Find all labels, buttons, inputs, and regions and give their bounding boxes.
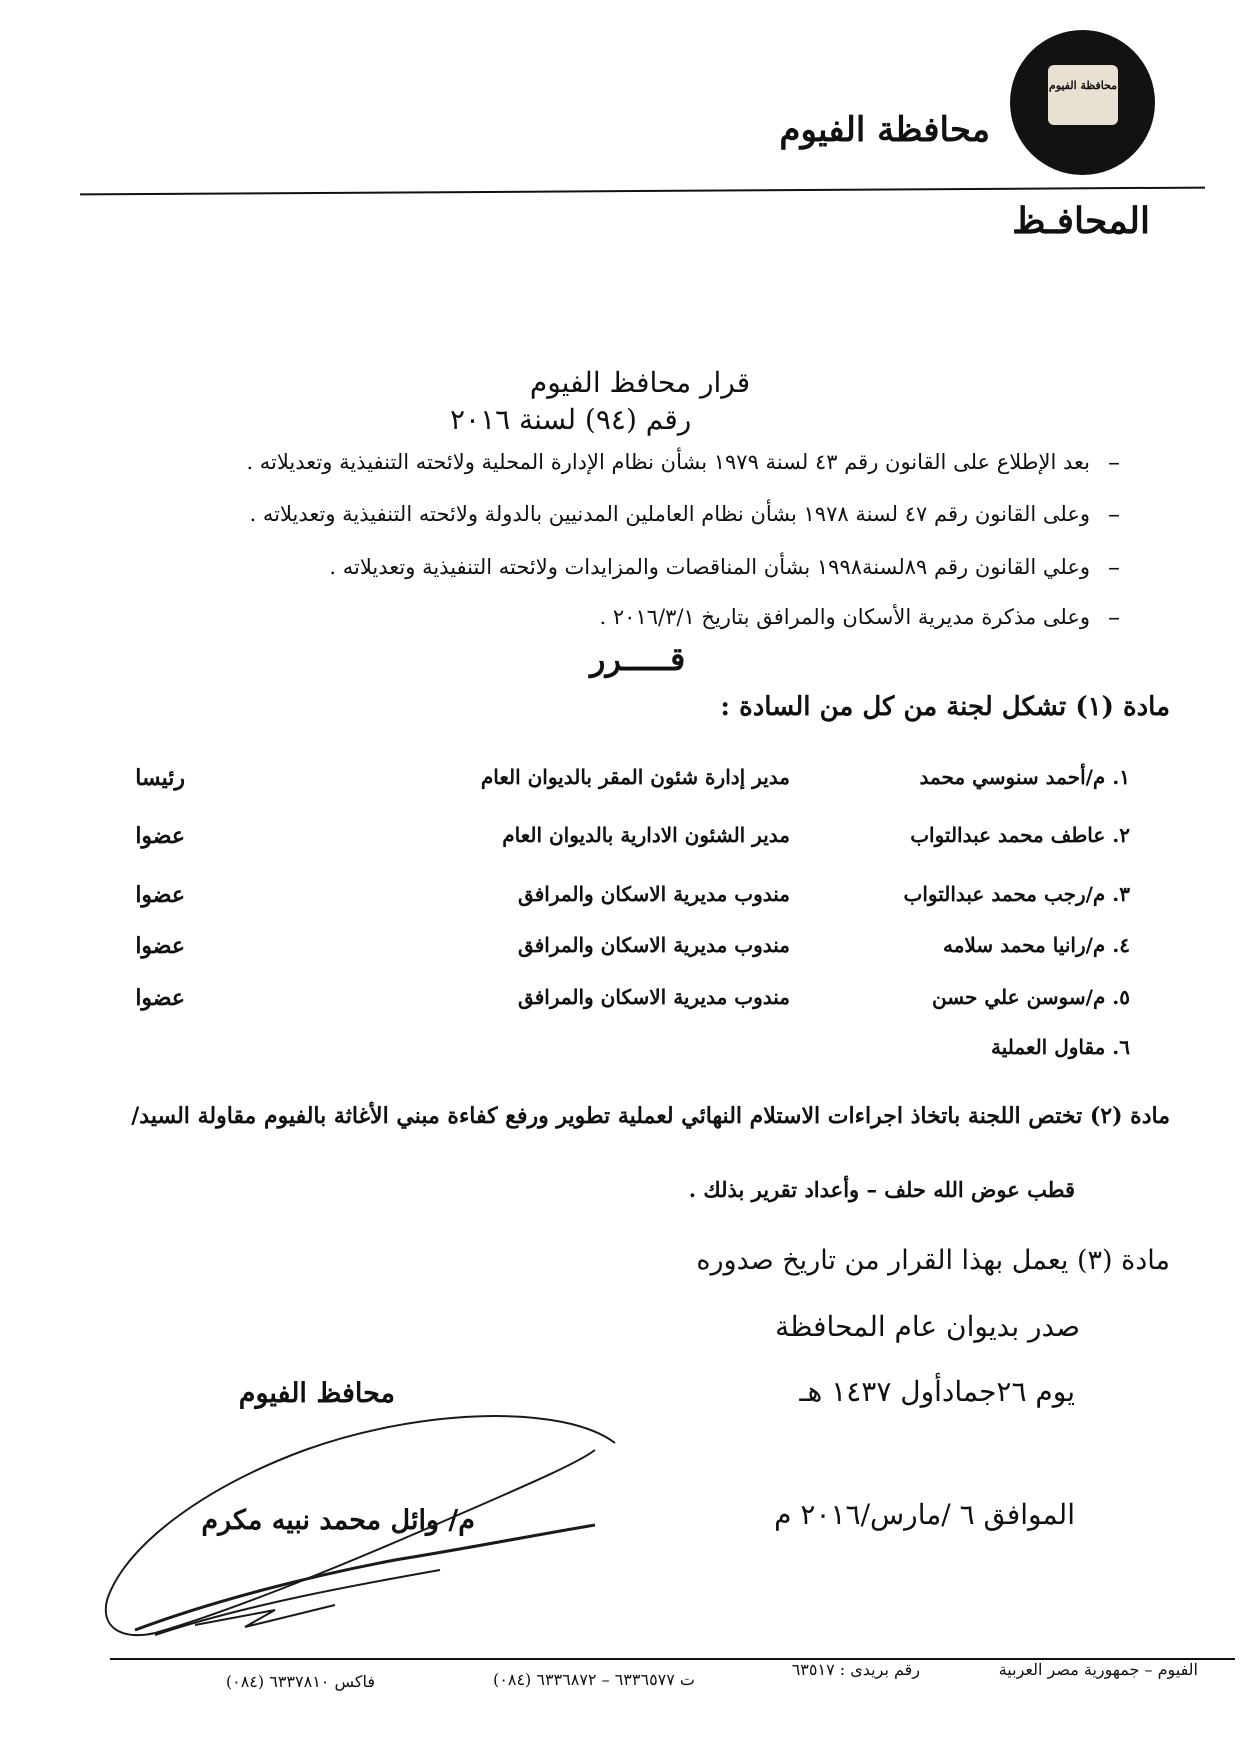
hijri-date: يوم ٢٦جمادأول ١٤٣٧ هـ	[799, 1375, 1075, 1408]
member-name: ٢. عاطف محمد عبدالتواب	[910, 823, 1130, 847]
member-role: عضوا	[135, 933, 185, 959]
article-2-continued: قطب عوض الله حلف – وأعداد تقرير بذلك .	[688, 1177, 1075, 1202]
signatory-title: محافظ الفيوم	[238, 1378, 395, 1409]
footer-fax: فاكس ٦٣٣٧٨١٠ (٠٨٤)	[225, 1672, 375, 1691]
member-row	[0, 933, 1240, 973]
article-2: مادة (٢) تختص اللجنة باتخاذ اجراءات الاستلام النهائي لعملية تطوير ورفع كفاءة مبني الأغاثة بالفيوم مقاولة السيد/	[131, 1103, 1170, 1129]
member-name: ١. م/أحمد سنوسي محمد	[919, 765, 1130, 789]
preamble-4: وعلى مذكرة مديرية الأسكان والمرافق بتاريخ ٢٠١٦/٣/١ .	[599, 605, 1090, 629]
member-row	[0, 882, 1240, 922]
member-row	[0, 823, 1240, 863]
dash-4: –	[1108, 603, 1120, 631]
member-row	[0, 765, 1240, 805]
gregorian-date: الموافق ٦ /مارس/٢٠١٦ م	[774, 1498, 1075, 1531]
signatory-name: م/ وائل محمد نبيه مكرم	[201, 1505, 475, 1536]
article-1: مادة (١) تشكل لجنة من كل من السادة :	[720, 692, 1170, 722]
member-job: مدير الشئون الادارية بالديوان العام	[502, 823, 790, 847]
member-name: ٤. م/رانيا محمد سلامه	[942, 933, 1130, 957]
decree-title	[0, 366, 1240, 399]
decides-heading: قـــــرر	[590, 640, 686, 678]
member-role: عضوا	[135, 985, 185, 1011]
governorate-seal	[1010, 30, 1155, 175]
member-name: ٥. م/سوسن علي حسن	[931, 985, 1130, 1009]
member-name: ٣. م/رجب محمد عبدالتواب	[903, 882, 1130, 906]
footer-phone: ت ٦٣٣٦٥٧٧ – ٦٣٣٦٨٧٢ (٠٨٤)	[493, 1670, 695, 1689]
dash-1: –	[1108, 448, 1120, 476]
footer-address: الفيوم – جمهورية مصر العربية	[998, 1660, 1198, 1679]
member-row	[0, 1035, 1240, 1075]
dash-3: –	[1108, 553, 1120, 581]
footer-postal: رقم بريدى : ٦٣٥١٧	[791, 1660, 920, 1679]
member-job: مندوب مديرية الاسكان والمرافق	[518, 882, 790, 906]
header-divider	[80, 187, 1205, 196]
member-job: مندوب مديرية الاسكان والمرافق	[518, 985, 790, 1009]
preamble-3: وعلي القانون رقم ٨٩لسنة١٩٩٨ بشأن المناقصات والمزايدات ولائحته التنفيذية وتعديلاته .	[329, 555, 1090, 579]
decree-title-text: قرار محافظ الفيوم	[529, 366, 751, 399]
dash-2: –	[1108, 500, 1120, 528]
org-name: محافظة الفيوم	[779, 110, 990, 150]
member-name: ٦. مقاول العملية	[991, 1035, 1130, 1059]
article-3: مادة (٣) يعمل بهذا القرار من تاريخ صدوره	[696, 1245, 1170, 1276]
seal-text: محافظة الفيوم	[1048, 65, 1118, 125]
preamble-1: بعد الإطلاع على القانون رقم ٤٣ لسنة ١٩٧٩ بشأن نظام الإدارة المحلية ولائحته التنفيذية وتعديلاته .	[246, 450, 1090, 474]
preamble-2: وعلى القانون رقم ٤٧ لسنة ١٩٧٨ بشأن نظام العاملين المدنيين بالدولة ولائحته التنفيذية وتعديلاته .	[249, 502, 1090, 526]
member-row	[0, 985, 1240, 1025]
member-role: عضوا	[135, 823, 185, 849]
office-title: المحافـظ	[1012, 200, 1150, 242]
handwritten-signature	[95, 1395, 635, 1645]
member-role: رئيسا	[135, 765, 185, 791]
member-role: عضوا	[135, 882, 185, 908]
issued-at: صدر بديوان عام المحافظة	[775, 1310, 1080, 1343]
member-job: مدير إدارة شئون المقر بالديوان العام	[480, 765, 790, 789]
decree-number: رقم (٩٤) لسنة ٢٠١٦	[450, 403, 692, 436]
member-job: مندوب مديرية الاسكان والمرافق	[518, 933, 790, 957]
